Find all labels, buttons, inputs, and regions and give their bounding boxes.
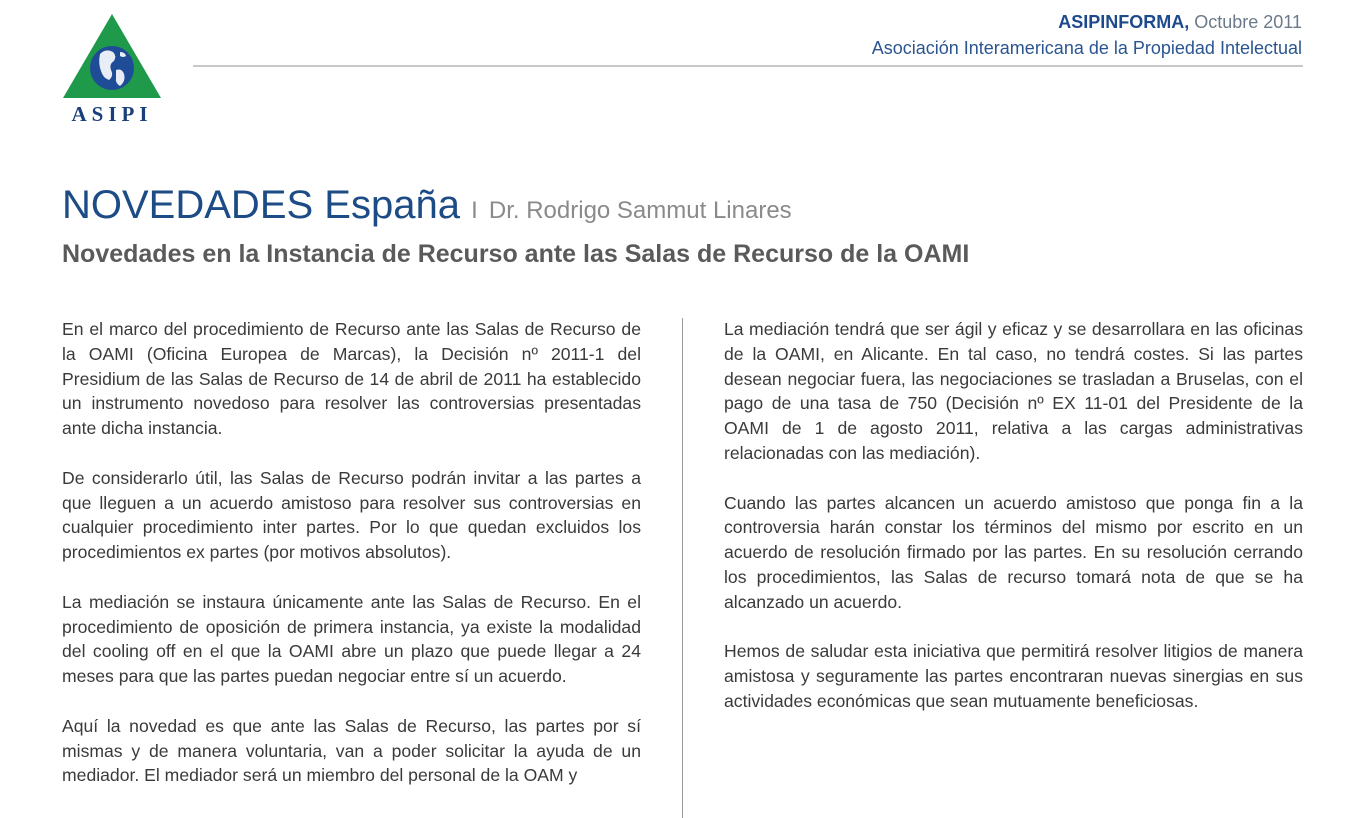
page-title [62,180,1302,236]
title-separator: I [471,197,478,224]
publication-date: Octubre 2011 [1194,12,1302,32]
paragraph: En el marco del procedimiento de Recurso ante las Salas de Recurso de la OAMI (Oficina Europea de Marcas), la Decisión nº 2011-1 del Presidium de las Salas de Recurso de 14 de abril de 2011 ha establecido un instrumento novedoso para resolver las controversias presentadas ante dicha instancia. [62,319,641,439]
paragraph: La mediación se instaura únicamente ante las Salas de Recurso. En el procedimiento de oposición de primera instancia, ya existe la modalidad del cooling off en el que la OAMI abre un plazo que puede llegar a 24 meses para que las partes puedan negociar entre sí un acuerdo. [62,591,641,687]
paragraph: Aquí la novedad es que ante las Salas de Recurso, las partes por sí mismas y de manera voluntaria, van a poder solicitar la ayuda de un mediador. El mediador será un miembro del personal de la OAM y [62,715,641,786]
right-column [724,317,1303,739]
column-divider [682,318,683,818]
paragraph: De considerarlo útil, las Salas de Recurso podrán invitar a las partes a que lleguen a un acuerdo amistoso para resolver sus controversias en cualquier procedimiento inter partes. Por lo que quedan excluidos los procedimientos ex partes (por motivos absolutos). [62,467,641,563]
article-subtitle: Novedades en la Instancia de Recurso ante las Salas de Recurso de la OAMI [62,240,970,268]
publication-name: ASIPINFORMA, [1058,12,1190,32]
paragraph: La mediación tendrá que ser ágil y eficaz y se desarrollara en las oficinas de la OAMI, en Alicante. En tal caso, no tendrá costes. Si las partes desean negociar fuera, las negociaciones se trasladan a Bruselas, con el pago de una tasa de 750 (Decisión nº EX 11-01 del Presidente de la OAMI de 1 de agosto 2011, relativa a las cargas administrativas relacionadas con las mediación). [724,319,1303,463]
left-column [62,317,641,813]
logo-text: ASIPI [71,102,153,126]
article-author: Dr. Rodrigo Sammut Linares [488,197,792,224]
paragraph: Hemos de saludar esta iniciativa que permitirá resolver litigios de manera amistosa y seguramente las partes encontraran nuevas sinergias en sus actividades económicas que sean mutuamente beneficiosas. [724,641,1303,711]
header-divider [193,65,1303,67]
article-heading [62,180,1302,269]
globe-triangle-icon [60,12,164,102]
paragraph: Cuando las partes alcancen un acuerdo amistoso que ponga fin a la controversia harán constar los términos del mismo por escrito en un acuerdo de resolución firmado por las partes. En su resolución cerrando los procedimientos, las Salas de recurso tomará nota de que se ha alcanzado un acuerdo. [724,492,1303,612]
article-title: NOVEDADES España [62,183,460,227]
asipi-logo [60,12,164,124]
association-name: Asociación Interamericana de la Propiedad Intelectual [871,38,1302,58]
publication-header [872,9,1302,61]
